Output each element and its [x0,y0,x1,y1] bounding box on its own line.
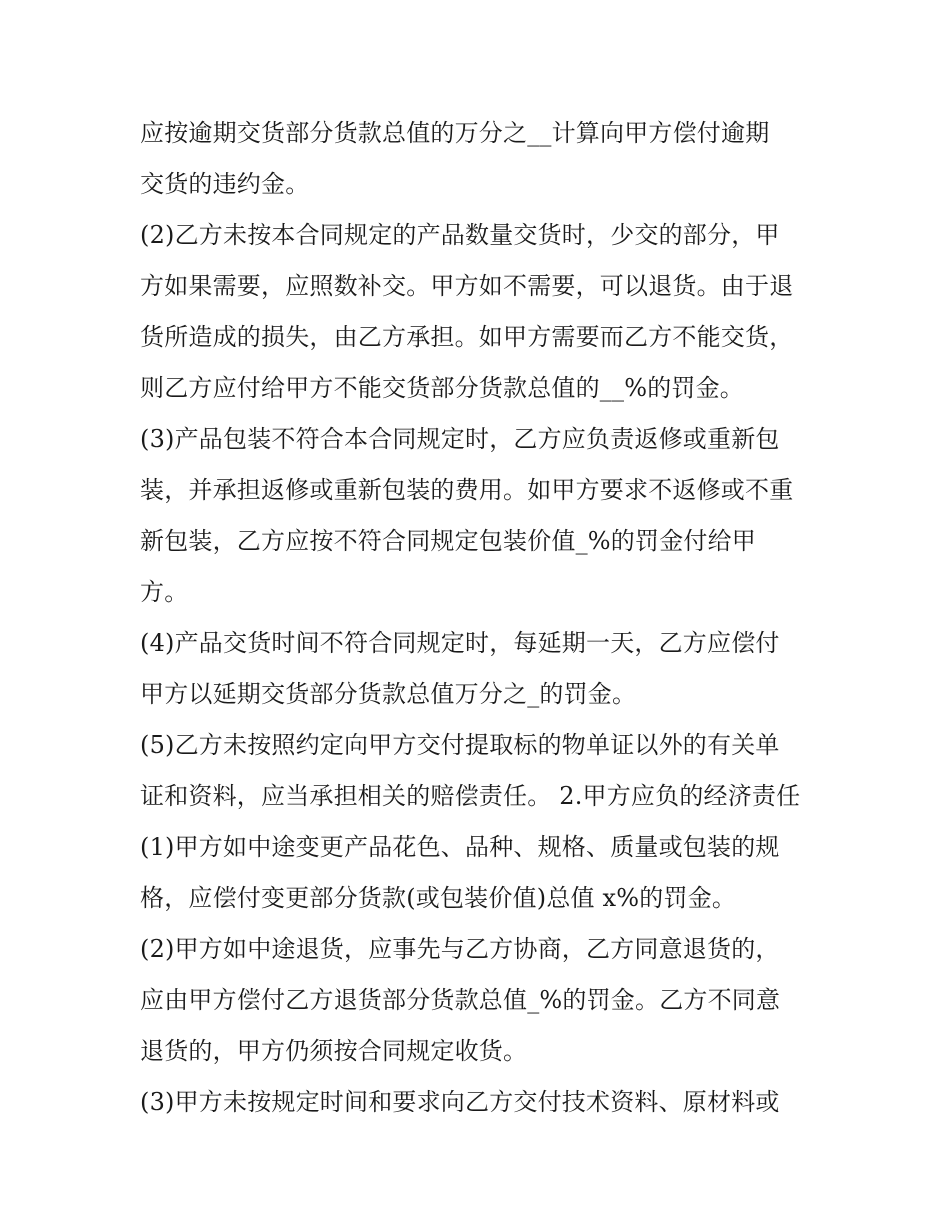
text-line: 应由甲方偿付乙方退货部分货款总值_%的罚金。乙方不同意 [140,986,781,1014]
text-line: (4)产品交货时间不符合同规定时，每延期一天，乙方应偿付 [140,629,780,657]
text-line: 方如果需要，应照数补交。甲方如不需要，可以退货。由于退 [140,272,794,300]
text-line: 证和资料，应当承担相关的赔偿责任。 2.甲方应负的经济责任 [140,782,801,810]
text-line: 装，并承担返修或重新包装的费用。如甲方要求不返修或不重 [140,476,794,504]
text-line: 甲方以延期交货部分货款总值万分之_的罚金。 [140,680,637,708]
text-line: 退货的，甲方仍须按合同规定收货。 [140,1037,528,1065]
text-line: (5)乙方未按照约定向甲方交付提取标的物单证以外的有关单 [140,731,780,759]
text-line: 格，应偿付变更部分货款(或包装价值)总值 x%的罚金。 [140,884,737,912]
text-line: (2)甲方如中途退货，应事先与乙方协商，乙方同意退货的， [140,935,780,963]
text-line: (3)产品包装不符合本合同规定时，乙方应负责返修或重新包 [140,425,780,453]
text-line: 则乙方应付给甲方不能交货部分货款总值的__%的罚金。 [140,374,745,402]
text-line: (3)甲方未按规定时间和要求向乙方交付技术资料、原材料或 [140,1088,780,1116]
text-line: 新包装，乙方应按不符合同规定包装价值_%的罚金付给甲 [140,527,757,555]
text-line: 方。 [140,578,189,606]
contract-text [140,108,830,1128]
text-line: (1)甲方如中途变更产品花色、品种、规格、质量或包装的规 [140,833,780,861]
text-line: 货所造成的损失，由乙方承担。如甲方需要而乙方不能交货， [140,323,794,351]
text-line: 交货的违约金。 [140,170,310,198]
text-line: (2)乙方未按本合同规定的产品数量交货时，少交的部分，甲 [140,221,780,249]
text-line: 应按逾期交货部分货款总值的万分之__计算向甲方偿付逾期 [140,119,770,147]
